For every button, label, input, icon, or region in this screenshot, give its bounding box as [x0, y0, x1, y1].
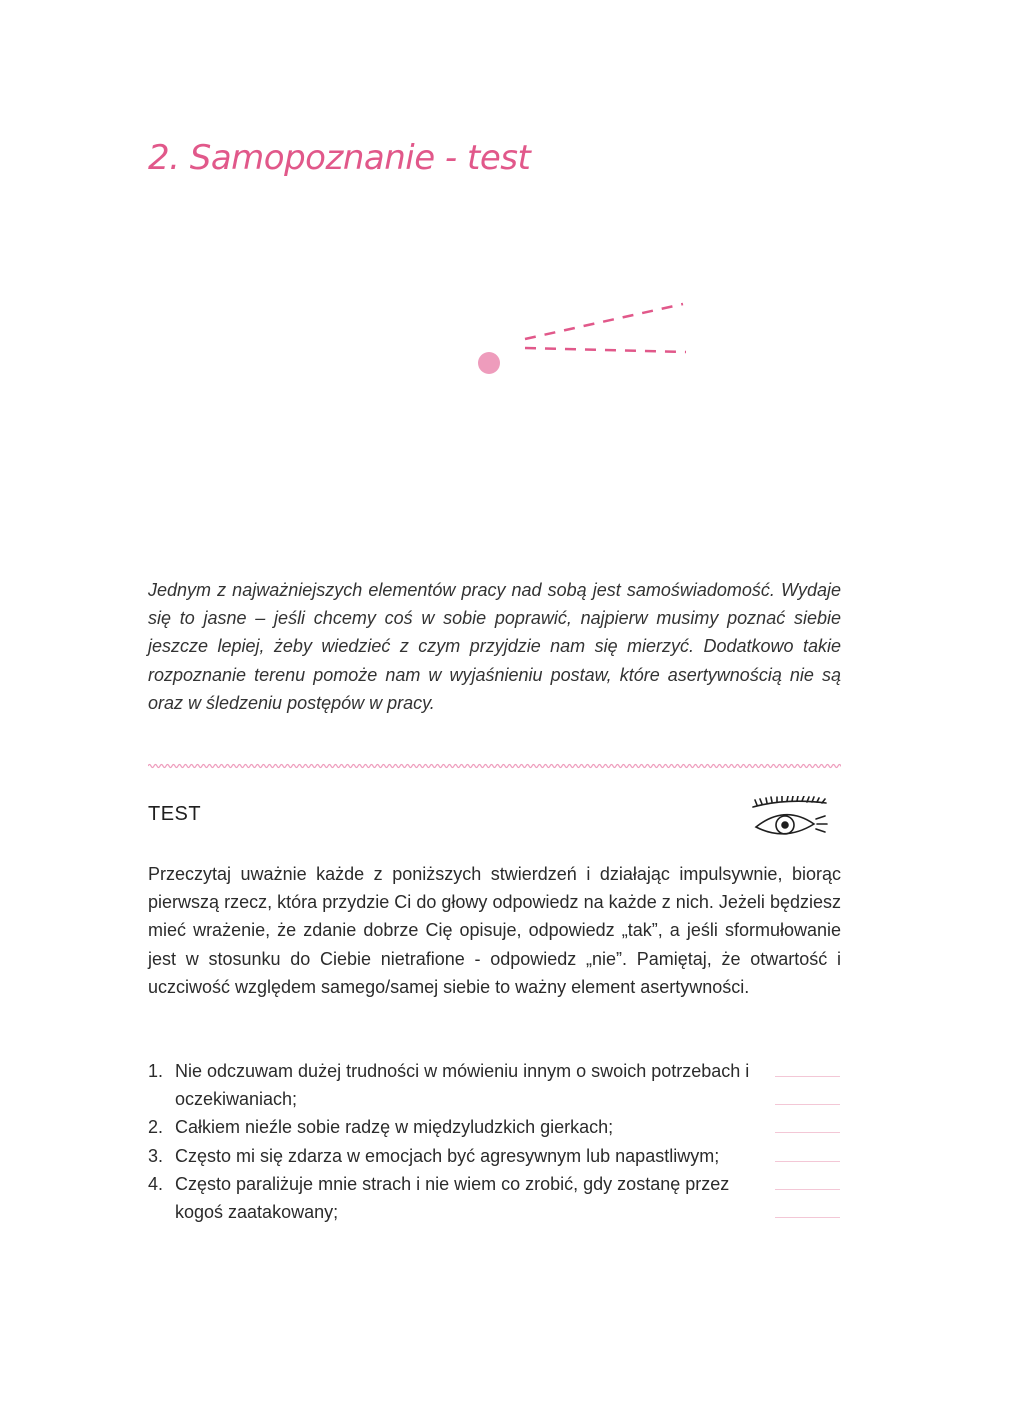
answer-line[interactable]	[775, 1104, 840, 1105]
dot-dashes-decoration	[470, 295, 700, 385]
list-item	[148, 1057, 758, 1113]
dashed-line-upper	[525, 304, 683, 339]
intro-paragraph: Jednym z najważniejszych elementów pracy nad sobą jest samoświadomość. Wydaje się to jasne – jeśli chcemy coś w sobie poprawić, najpierw musimy poznać siebie jeszcze lepiej, żeby wiedzieć z czym przyjdzie nam się mierzyć. Dodatkowo takie rozpoznanie terenu pomoże nam w wyjaśnieniu postaw, które asertywnością nie są oraz w śledzeniu postępów w pracy.	[148, 580, 841, 713]
test-statements-list	[148, 1057, 758, 1226]
list-item	[148, 1113, 758, 1141]
item-number: 3.	[148, 1145, 164, 1166]
test-heading: TEST	[148, 803, 202, 825]
pink-dot	[478, 352, 500, 374]
item-number: 4.	[148, 1173, 164, 1194]
list-item	[148, 1142, 758, 1170]
item-number: 1.	[148, 1061, 164, 1081]
answer-line[interactable]	[775, 1217, 840, 1218]
item-text: Całkiem nieźle sobie radzę w międzyludzkich gierkach;	[175, 1117, 614, 1138]
dashed-line-lower	[525, 348, 686, 352]
item-number: 2.	[148, 1117, 164, 1138]
test-instructions: Przeczytaj uważnie każde z poniższych stwierdzeń i działając impulsywnie, biorąc pierwszą rzecz, która przydzie Ci do głowy odpowiedz na każde z nich. Jeżeli będziesz mieć wrażenie, że zdanie dobrze Cię opisuje, odpowiedz „tak”, a jeśli sformułowanie jest w stosunku do Ciebie nietrafione - odpowiedz „nie”. Pamiętaj, że otwartość i uczciwość względem samego/samej siebie to ważny element asertywności.	[148, 864, 841, 997]
list-item	[148, 1170, 758, 1226]
answer-line[interactable]	[775, 1132, 840, 1133]
item-text: Często paraliżuje mnie strach i nie wiem co zrobić, gdy zostanę przez kogoś zaatakowany;	[175, 1173, 730, 1223]
chapter-title: 2. Samopoznanie - test	[148, 138, 531, 178]
answer-line[interactable]	[775, 1189, 840, 1190]
item-text: Nie odczuwam dużej trudności w mówieniu innym o swoich potrzebach i oczekiwaniach;	[175, 1061, 750, 1110]
answer-line[interactable]	[775, 1161, 840, 1162]
eye-icon	[748, 796, 832, 842]
wavy-divider	[148, 761, 841, 771]
item-text: Często mi się zdarza w emocjach być agresywnym lub napastliwym;	[175, 1145, 720, 1166]
answer-line[interactable]	[775, 1076, 840, 1077]
